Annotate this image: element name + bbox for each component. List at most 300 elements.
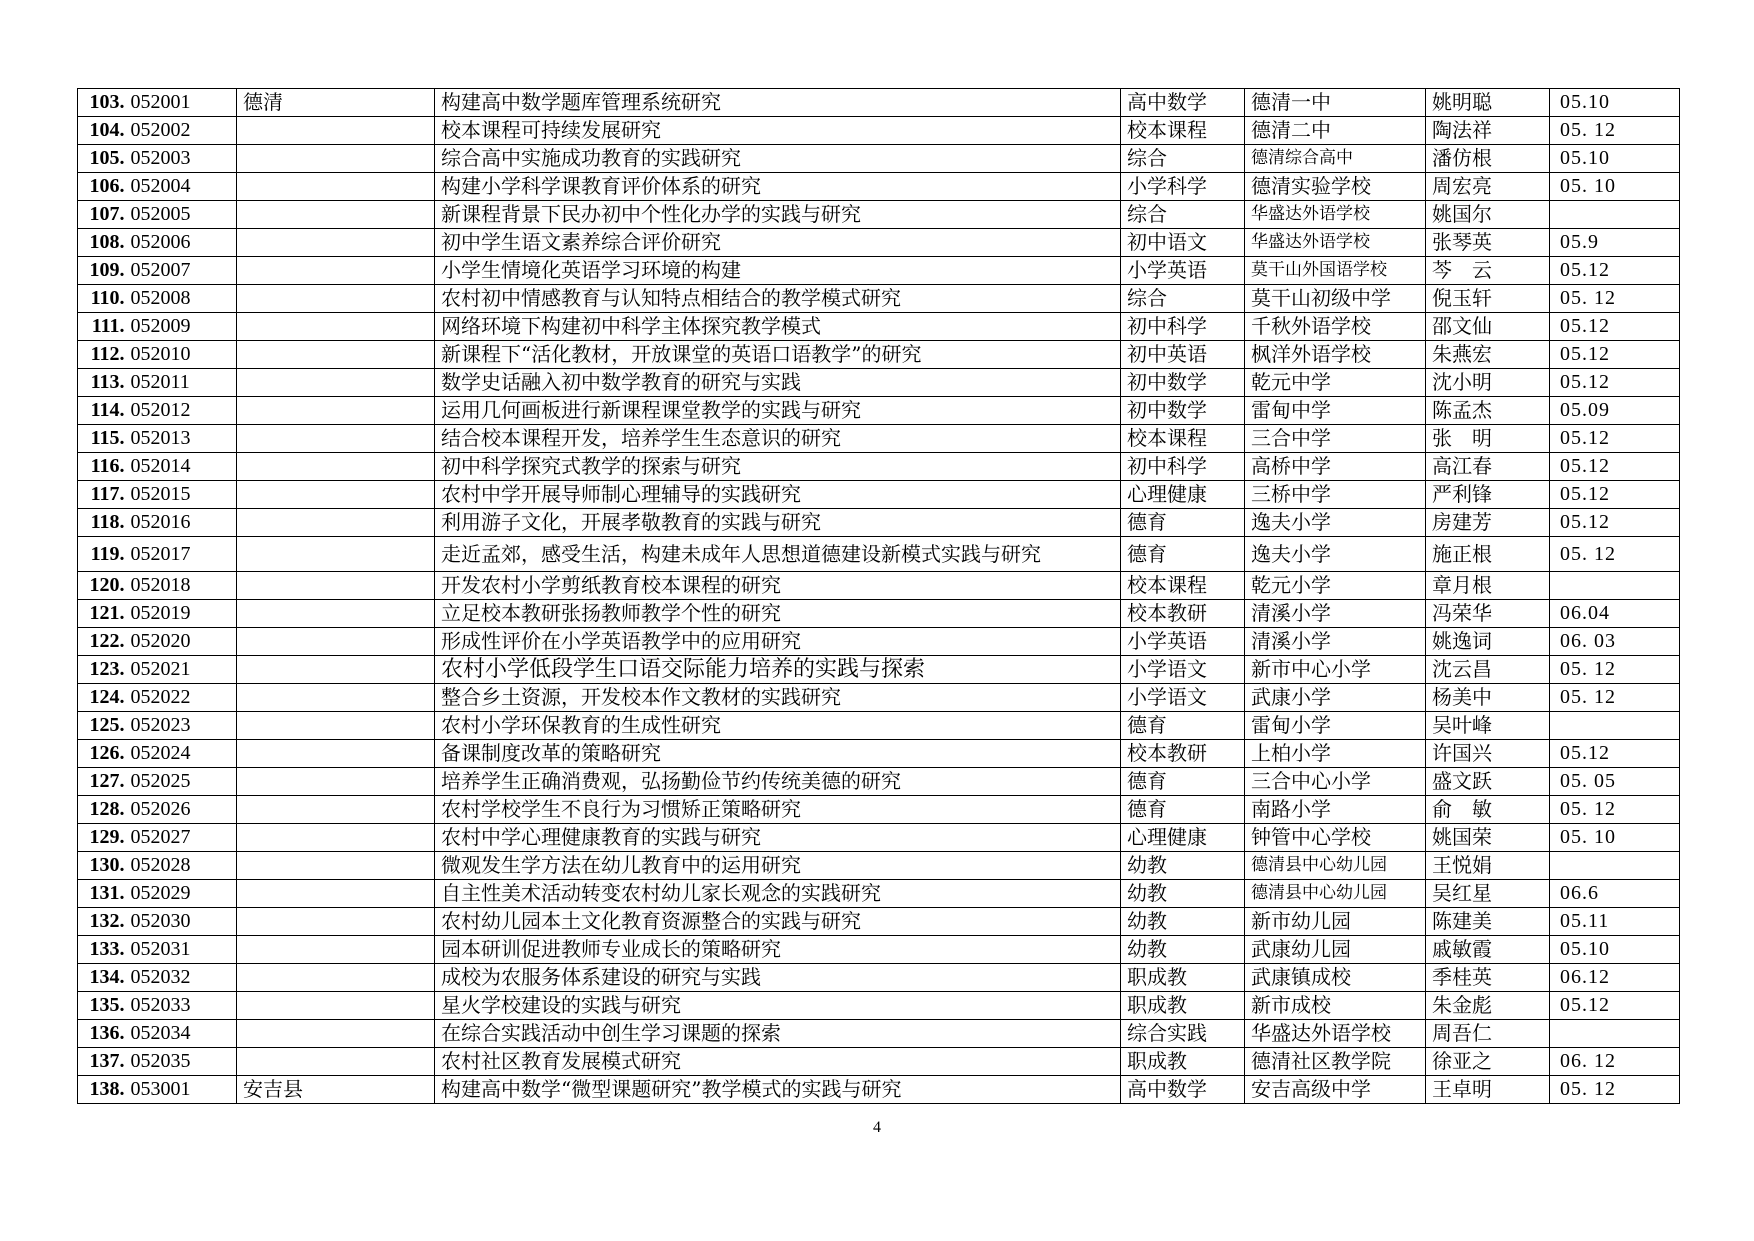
cell-title: 初中科学探究式教学的探索与研究 bbox=[435, 453, 1121, 481]
table-row bbox=[78, 628, 1680, 656]
cell-date: 05. 12 bbox=[1550, 285, 1680, 313]
cell-code: 052027 bbox=[127, 824, 237, 852]
cell-code: 052020 bbox=[127, 628, 237, 656]
cell-date: 05.12 bbox=[1550, 369, 1680, 397]
cell-title: 培养学生正确消费观，弘扬勤俭节约传统美德的研究 bbox=[435, 768, 1121, 796]
cell-code: 052023 bbox=[127, 712, 237, 740]
cell-leader: 沈云昌 bbox=[1426, 656, 1550, 684]
cell-leader: 杨美中 bbox=[1426, 684, 1550, 712]
cell-region bbox=[237, 628, 435, 656]
cell-number: 131. bbox=[78, 880, 127, 908]
cell-region bbox=[237, 341, 435, 369]
cell-date: 05. 10 bbox=[1550, 824, 1680, 852]
cell-school: 武康小学 bbox=[1245, 684, 1426, 712]
cell-subject: 综合 bbox=[1121, 285, 1245, 313]
cell-subject: 综合 bbox=[1121, 145, 1245, 173]
cell-school: 华盛达外语学校 bbox=[1245, 201, 1426, 229]
cell-code: 052030 bbox=[127, 908, 237, 936]
cell-code: 052002 bbox=[127, 117, 237, 145]
cell-number: 115. bbox=[78, 425, 127, 453]
cell-title: 农村学校学生不良行为习惯矫正策略研究 bbox=[435, 796, 1121, 824]
cell-school: 枫洋外语学校 bbox=[1245, 341, 1426, 369]
table-row bbox=[78, 880, 1680, 908]
cell-subject: 小学英语 bbox=[1121, 628, 1245, 656]
cell-leader: 朱燕宏 bbox=[1426, 341, 1550, 369]
cell-number: 127. bbox=[78, 768, 127, 796]
cell-code: 052009 bbox=[127, 313, 237, 341]
cell-date: 05.12 bbox=[1550, 453, 1680, 481]
cell-leader: 陈孟杰 bbox=[1426, 397, 1550, 425]
cell-subject: 校本课程 bbox=[1121, 117, 1245, 145]
cell-subject: 初中数学 bbox=[1121, 369, 1245, 397]
cell-date: 05.12 bbox=[1550, 341, 1680, 369]
table-row bbox=[78, 768, 1680, 796]
cell-date: 05. 05 bbox=[1550, 768, 1680, 796]
cell-title: 整合乡土资源，开发校本作文教材的实践研究 bbox=[435, 684, 1121, 712]
cell-number: 124. bbox=[78, 684, 127, 712]
cell-leader: 姚明聪 bbox=[1426, 89, 1550, 117]
cell-school: 新市中心小学 bbox=[1245, 656, 1426, 684]
cell-code: 052008 bbox=[127, 285, 237, 313]
cell-number: 128. bbox=[78, 796, 127, 824]
cell-date: 05.10 bbox=[1550, 145, 1680, 173]
cell-subject: 初中科学 bbox=[1121, 313, 1245, 341]
cell-date: 06.12 bbox=[1550, 964, 1680, 992]
cell-code: 052029 bbox=[127, 880, 237, 908]
cell-school: 新市幼儿园 bbox=[1245, 908, 1426, 936]
cell-number: 104. bbox=[78, 117, 127, 145]
cell-number: 120. bbox=[78, 572, 127, 600]
cell-leader: 章月根 bbox=[1426, 572, 1550, 600]
cell-leader: 沈小明 bbox=[1426, 369, 1550, 397]
cell-leader: 倪玉轩 bbox=[1426, 285, 1550, 313]
cell-title: 农村中学开展导师制心理辅导的实践研究 bbox=[435, 481, 1121, 509]
cell-code: 052017 bbox=[127, 537, 237, 572]
cell-number: 107. bbox=[78, 201, 127, 229]
cell-date: 05. 12 bbox=[1550, 796, 1680, 824]
table-row bbox=[78, 285, 1680, 313]
cell-region bbox=[237, 1020, 435, 1048]
cell-title: 星火学校建设的实践与研究 bbox=[435, 992, 1121, 1020]
cell-date: 06.04 bbox=[1550, 600, 1680, 628]
cell-title: 运用几何画板进行新课程课堂教学的实践与研究 bbox=[435, 397, 1121, 425]
cell-date: 05.12 bbox=[1550, 257, 1680, 285]
cell-region bbox=[237, 313, 435, 341]
cell-date: 05. 10 bbox=[1550, 173, 1680, 201]
cell-leader: 徐亚之 bbox=[1426, 1048, 1550, 1076]
cell-title: 在综合实践活动中创生学习课题的探索 bbox=[435, 1020, 1121, 1048]
cell-number: 103. bbox=[78, 89, 127, 117]
cell-date: 05.12 bbox=[1550, 481, 1680, 509]
cell-title: 开发农村小学剪纸教育校本课程的研究 bbox=[435, 572, 1121, 600]
cell-number: 109. bbox=[78, 257, 127, 285]
cell-school: 德清二中 bbox=[1245, 117, 1426, 145]
table-row bbox=[78, 537, 1680, 572]
cell-region bbox=[237, 880, 435, 908]
cell-subject: 初中科学 bbox=[1121, 453, 1245, 481]
cell-school: 德清一中 bbox=[1245, 89, 1426, 117]
cell-leader: 芩 云 bbox=[1426, 257, 1550, 285]
cell-title: 自主性美术活动转变农村幼儿家长观念的实践研究 bbox=[435, 880, 1121, 908]
cell-number: 114. bbox=[78, 397, 127, 425]
cell-title: 园本研训促进教师专业成长的策略研究 bbox=[435, 936, 1121, 964]
cell-region bbox=[237, 796, 435, 824]
cell-title: 利用游子文化，开展孝敬教育的实践与研究 bbox=[435, 509, 1121, 537]
cell-region: 德清 bbox=[237, 89, 435, 117]
cell-title: 新课程背景下民办初中个性化办学的实践与研究 bbox=[435, 201, 1121, 229]
cell-region bbox=[237, 173, 435, 201]
cell-date bbox=[1550, 1020, 1680, 1048]
cell-region bbox=[237, 257, 435, 285]
table-row bbox=[78, 173, 1680, 201]
table-row bbox=[78, 712, 1680, 740]
cell-code: 052033 bbox=[127, 992, 237, 1020]
cell-date: 06.6 bbox=[1550, 880, 1680, 908]
cell-school: 上柏小学 bbox=[1245, 740, 1426, 768]
table-row bbox=[78, 572, 1680, 600]
cell-region bbox=[237, 425, 435, 453]
cell-leader: 陶法祥 bbox=[1426, 117, 1550, 145]
cell-subject: 职成教 bbox=[1121, 964, 1245, 992]
table-row bbox=[78, 1048, 1680, 1076]
cell-number: 121. bbox=[78, 600, 127, 628]
cell-number: 135. bbox=[78, 992, 127, 1020]
cell-leader: 周吾仁 bbox=[1426, 1020, 1550, 1048]
cell-school: 德清综合高中 bbox=[1245, 145, 1426, 173]
cell-code: 052032 bbox=[127, 964, 237, 992]
table-row bbox=[78, 481, 1680, 509]
cell-title: 农村小学环保教育的生成性研究 bbox=[435, 712, 1121, 740]
cell-subject: 校本课程 bbox=[1121, 425, 1245, 453]
cell-number: 125. bbox=[78, 712, 127, 740]
cell-school: 武康幼儿园 bbox=[1245, 936, 1426, 964]
cell-subject: 高中数学 bbox=[1121, 89, 1245, 117]
cell-region bbox=[237, 145, 435, 173]
cell-code: 052021 bbox=[127, 656, 237, 684]
cell-number: 130. bbox=[78, 852, 127, 880]
cell-date: 05.12 bbox=[1550, 992, 1680, 1020]
table-row bbox=[78, 684, 1680, 712]
cell-number: 122. bbox=[78, 628, 127, 656]
cell-region bbox=[237, 1048, 435, 1076]
table-row bbox=[78, 341, 1680, 369]
cell-school: 乾元小学 bbox=[1245, 572, 1426, 600]
cell-subject: 心理健康 bbox=[1121, 824, 1245, 852]
cell-date bbox=[1550, 852, 1680, 880]
cell-leader: 盛文跃 bbox=[1426, 768, 1550, 796]
cell-subject: 校本教研 bbox=[1121, 740, 1245, 768]
cell-leader: 姚国尔 bbox=[1426, 201, 1550, 229]
cell-leader: 王卓明 bbox=[1426, 1076, 1550, 1104]
cell-region bbox=[237, 936, 435, 964]
cell-leader: 陈建美 bbox=[1426, 908, 1550, 936]
cell-school: 南路小学 bbox=[1245, 796, 1426, 824]
table-row bbox=[78, 369, 1680, 397]
cell-number: 133. bbox=[78, 936, 127, 964]
cell-leader: 许国兴 bbox=[1426, 740, 1550, 768]
cell-title: 数学史话融入初中数学教育的研究与实践 bbox=[435, 369, 1121, 397]
cell-code: 052003 bbox=[127, 145, 237, 173]
cell-leader: 王悦娟 bbox=[1426, 852, 1550, 880]
cell-subject: 幼教 bbox=[1121, 880, 1245, 908]
cell-subject: 幼教 bbox=[1121, 908, 1245, 936]
cell-title: 走近孟郊，感受生活，构建未成年人思想道德建设新模式实践与研究 bbox=[435, 537, 1121, 572]
cell-leader: 潘仿根 bbox=[1426, 145, 1550, 173]
cell-school: 安吉高级中学 bbox=[1245, 1076, 1426, 1104]
cell-leader: 吴叶峰 bbox=[1426, 712, 1550, 740]
table-row bbox=[78, 936, 1680, 964]
cell-school: 华盛达外语学校 bbox=[1245, 229, 1426, 257]
cell-code: 052001 bbox=[127, 89, 237, 117]
cell-subject: 小学科学 bbox=[1121, 173, 1245, 201]
table-row bbox=[78, 992, 1680, 1020]
cell-leader: 严利锋 bbox=[1426, 481, 1550, 509]
cell-leader: 姚逸词 bbox=[1426, 628, 1550, 656]
table-row bbox=[78, 425, 1680, 453]
cell-title: 构建小学科学课教育评价体系的研究 bbox=[435, 173, 1121, 201]
cell-number: 123. bbox=[78, 656, 127, 684]
cell-number: 132. bbox=[78, 908, 127, 936]
cell-code: 052016 bbox=[127, 509, 237, 537]
cell-date: 05.12 bbox=[1550, 425, 1680, 453]
cell-subject: 职成教 bbox=[1121, 1048, 1245, 1076]
cell-date: 05. 12 bbox=[1550, 1076, 1680, 1104]
cell-subject: 德育 bbox=[1121, 537, 1245, 572]
table-row bbox=[78, 852, 1680, 880]
cell-code: 052018 bbox=[127, 572, 237, 600]
cell-leader: 俞 敏 bbox=[1426, 796, 1550, 824]
cell-region bbox=[237, 964, 435, 992]
cell-code: 052015 bbox=[127, 481, 237, 509]
cell-leader: 朱金彪 bbox=[1426, 992, 1550, 1020]
cell-code: 052004 bbox=[127, 173, 237, 201]
cell-leader: 邵文仙 bbox=[1426, 313, 1550, 341]
cell-code: 052031 bbox=[127, 936, 237, 964]
cell-school: 高桥中学 bbox=[1245, 453, 1426, 481]
cell-region: 安吉县 bbox=[237, 1076, 435, 1104]
cell-school: 雷甸小学 bbox=[1245, 712, 1426, 740]
table-row bbox=[78, 509, 1680, 537]
cell-number: 112. bbox=[78, 341, 127, 369]
cell-region bbox=[237, 992, 435, 1020]
cell-school: 清溪小学 bbox=[1245, 628, 1426, 656]
table-row bbox=[78, 740, 1680, 768]
cell-number: 106. bbox=[78, 173, 127, 201]
cell-number: 118. bbox=[78, 509, 127, 537]
cell-region bbox=[237, 600, 435, 628]
cell-title: 构建高中数学题库管理系统研究 bbox=[435, 89, 1121, 117]
cell-subject: 幼教 bbox=[1121, 852, 1245, 880]
cell-school: 三合中学 bbox=[1245, 425, 1426, 453]
cell-number: 116. bbox=[78, 453, 127, 481]
cell-region bbox=[237, 481, 435, 509]
cell-school: 莫干山初级中学 bbox=[1245, 285, 1426, 313]
cell-school: 千秋外语学校 bbox=[1245, 313, 1426, 341]
cell-region bbox=[237, 453, 435, 481]
cell-school: 德清县中心幼儿园 bbox=[1245, 880, 1426, 908]
cell-subject: 校本课程 bbox=[1121, 572, 1245, 600]
cell-subject: 综合实践 bbox=[1121, 1020, 1245, 1048]
cell-date: 05.9 bbox=[1550, 229, 1680, 257]
cell-region bbox=[237, 712, 435, 740]
cell-school: 德清实验学校 bbox=[1245, 173, 1426, 201]
cell-region bbox=[237, 852, 435, 880]
cell-date: 05.12 bbox=[1550, 740, 1680, 768]
cell-school: 华盛达外语学校 bbox=[1245, 1020, 1426, 1048]
cell-date: 05.11 bbox=[1550, 908, 1680, 936]
cell-number: 110. bbox=[78, 285, 127, 313]
cell-title: 立足校本教研张扬教师教学个性的研究 bbox=[435, 600, 1121, 628]
cell-title: 初中学生语文素养综合评价研究 bbox=[435, 229, 1121, 257]
cell-school: 武康镇成校 bbox=[1245, 964, 1426, 992]
cell-number: 136. bbox=[78, 1020, 127, 1048]
cell-code: 052028 bbox=[127, 852, 237, 880]
cell-region bbox=[237, 908, 435, 936]
cell-region bbox=[237, 768, 435, 796]
cell-leader: 吴红星 bbox=[1426, 880, 1550, 908]
cell-code: 052006 bbox=[127, 229, 237, 257]
cell-number: 117. bbox=[78, 481, 127, 509]
cell-subject: 德育 bbox=[1121, 796, 1245, 824]
table-row bbox=[78, 201, 1680, 229]
cell-code: 052035 bbox=[127, 1048, 237, 1076]
cell-title: 农村社区教育发展模式研究 bbox=[435, 1048, 1121, 1076]
table-row bbox=[78, 908, 1680, 936]
table-row bbox=[78, 145, 1680, 173]
table-row bbox=[78, 117, 1680, 145]
cell-code: 052026 bbox=[127, 796, 237, 824]
cell-leader: 张琴英 bbox=[1426, 229, 1550, 257]
table-row bbox=[78, 824, 1680, 852]
cell-region bbox=[237, 229, 435, 257]
table-row bbox=[78, 313, 1680, 341]
cell-code: 052014 bbox=[127, 453, 237, 481]
cell-subject: 校本教研 bbox=[1121, 600, 1245, 628]
cell-subject: 初中语文 bbox=[1121, 229, 1245, 257]
cell-code: 052022 bbox=[127, 684, 237, 712]
table-row bbox=[78, 964, 1680, 992]
cell-leader: 季桂英 bbox=[1426, 964, 1550, 992]
cell-title: 结合校本课程开发，培养学生生态意识的研究 bbox=[435, 425, 1121, 453]
cell-date: 05.10 bbox=[1550, 936, 1680, 964]
cell-date: 05. 12 bbox=[1550, 656, 1680, 684]
cell-title: 成校为农服务体系建设的研究与实践 bbox=[435, 964, 1121, 992]
cell-school: 逸夫小学 bbox=[1245, 509, 1426, 537]
table-row bbox=[78, 257, 1680, 285]
cell-title: 综合高中实施成功教育的实践研究 bbox=[435, 145, 1121, 173]
cell-number: 105. bbox=[78, 145, 127, 173]
cell-title: 网络环境下构建初中科学主体探究教学模式 bbox=[435, 313, 1121, 341]
cell-subject: 小学英语 bbox=[1121, 257, 1245, 285]
cell-number: 138. bbox=[78, 1076, 127, 1104]
cell-school: 德清县中心幼儿园 bbox=[1245, 852, 1426, 880]
cell-region bbox=[237, 201, 435, 229]
cell-date: 05. 12 bbox=[1550, 117, 1680, 145]
cell-code: 052007 bbox=[127, 257, 237, 285]
cell-region bbox=[237, 572, 435, 600]
cell-date: 05. 12 bbox=[1550, 537, 1680, 572]
cell-subject: 德育 bbox=[1121, 509, 1245, 537]
cell-title: 农村小学低段学生口语交际能力培养的实践与探索 bbox=[435, 656, 1121, 684]
cell-number: 126. bbox=[78, 740, 127, 768]
cell-region bbox=[237, 117, 435, 145]
cell-date: 05.10 bbox=[1550, 89, 1680, 117]
cell-region bbox=[237, 369, 435, 397]
cell-code: 052013 bbox=[127, 425, 237, 453]
cell-date: 05.12 bbox=[1550, 313, 1680, 341]
table-row bbox=[78, 229, 1680, 257]
cell-code: 052024 bbox=[127, 740, 237, 768]
cell-school: 乾元中学 bbox=[1245, 369, 1426, 397]
cell-date: 05. 12 bbox=[1550, 684, 1680, 712]
cell-school: 钟管中心学校 bbox=[1245, 824, 1426, 852]
cell-subject: 心理健康 bbox=[1121, 481, 1245, 509]
cell-title: 形成性评价在小学英语教学中的应用研究 bbox=[435, 628, 1121, 656]
cell-subject: 综合 bbox=[1121, 201, 1245, 229]
page-number: 4 bbox=[873, 1119, 881, 1136]
table-body bbox=[78, 89, 1680, 1104]
cell-title: 微观发生学方法在幼儿教育中的运用研究 bbox=[435, 852, 1121, 880]
cell-title: 新课程下“活化教材，开放课堂的英语口语教学”的研究 bbox=[435, 341, 1121, 369]
cell-date bbox=[1550, 572, 1680, 600]
cell-code: 053001 bbox=[127, 1076, 237, 1104]
table-row bbox=[78, 656, 1680, 684]
cell-number: 137. bbox=[78, 1048, 127, 1076]
cell-school: 三合中心小学 bbox=[1245, 768, 1426, 796]
cell-school: 清溪小学 bbox=[1245, 600, 1426, 628]
cell-leader: 周宏亮 bbox=[1426, 173, 1550, 201]
cell-title: 备课制度改革的策略研究 bbox=[435, 740, 1121, 768]
cell-school: 德清社区教学院 bbox=[1245, 1048, 1426, 1076]
cell-code: 052019 bbox=[127, 600, 237, 628]
cell-title: 小学生情境化英语学习环境的构建 bbox=[435, 257, 1121, 285]
cell-subject: 小学语文 bbox=[1121, 684, 1245, 712]
cell-number: 129. bbox=[78, 824, 127, 852]
cell-date bbox=[1550, 712, 1680, 740]
cell-school: 新市成校 bbox=[1245, 992, 1426, 1020]
cell-number: 113. bbox=[78, 369, 127, 397]
cell-title: 构建高中数学“微型课题研究”教学模式的实践与研究 bbox=[435, 1076, 1121, 1104]
cell-code: 052012 bbox=[127, 397, 237, 425]
table-row bbox=[78, 397, 1680, 425]
cell-leader: 冯荣华 bbox=[1426, 600, 1550, 628]
cell-subject: 高中数学 bbox=[1121, 1076, 1245, 1104]
cell-title: 校本课程可持续发展研究 bbox=[435, 117, 1121, 145]
table-row bbox=[78, 453, 1680, 481]
cell-leader: 房建芳 bbox=[1426, 509, 1550, 537]
cell-region bbox=[237, 740, 435, 768]
cell-subject: 初中英语 bbox=[1121, 341, 1245, 369]
cell-code: 052034 bbox=[127, 1020, 237, 1048]
cell-subject: 德育 bbox=[1121, 712, 1245, 740]
cell-school: 莫干山外国语学校 bbox=[1245, 257, 1426, 285]
cell-date: 06. 03 bbox=[1550, 628, 1680, 656]
cell-region bbox=[237, 285, 435, 313]
table-row bbox=[78, 796, 1680, 824]
cell-number: 111. bbox=[78, 313, 127, 341]
cell-subject: 小学语文 bbox=[1121, 656, 1245, 684]
cell-code: 052025 bbox=[127, 768, 237, 796]
cell-title: 农村初中情感教育与认知特点相结合的教学模式研究 bbox=[435, 285, 1121, 313]
cell-leader: 张 明 bbox=[1426, 425, 1550, 453]
table-row bbox=[78, 1076, 1680, 1104]
cell-date bbox=[1550, 201, 1680, 229]
cell-region bbox=[237, 397, 435, 425]
cell-leader: 施正根 bbox=[1426, 537, 1550, 572]
table-row bbox=[78, 600, 1680, 628]
cell-region bbox=[237, 537, 435, 572]
cell-code: 052005 bbox=[127, 201, 237, 229]
